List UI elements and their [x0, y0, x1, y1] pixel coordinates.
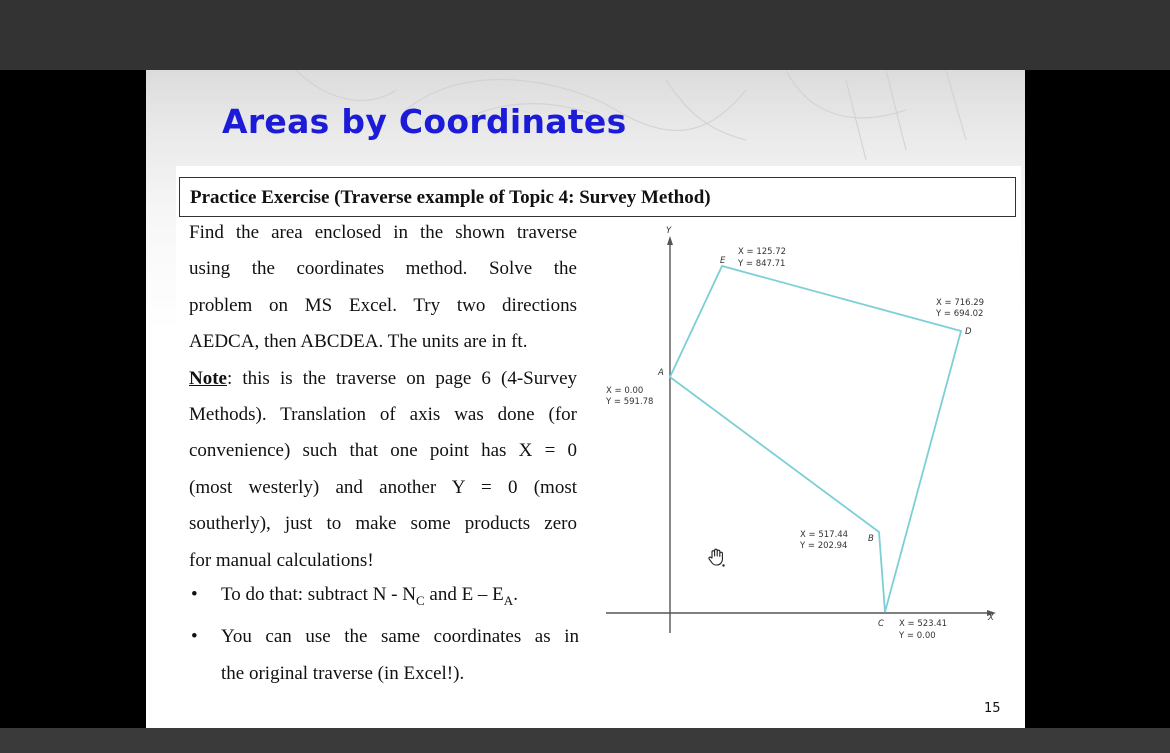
viewer-top-bar — [0, 0, 1170, 70]
slide-title: Areas by Coordinates — [222, 102, 627, 141]
exercise-heading: Practice Exercise (Traverse example of Topic 4: Survey Method) — [190, 187, 711, 208]
note-line — [189, 361, 577, 397]
bullet-item — [191, 577, 579, 619]
bullet-marker: • — [191, 626, 198, 648]
x-axis-label: X — [988, 613, 994, 623]
bullet-list — [191, 577, 579, 692]
point-a-x: X = 0.00 — [606, 386, 644, 396]
point-c-x: X = 523.41 — [899, 619, 948, 629]
y-axis-label: Y — [666, 226, 672, 236]
bullet-text: You can use the same coordinates as in — [221, 626, 579, 648]
note-line: southerly), just to make some products zero — [189, 513, 577, 535]
exercise-heading-box — [179, 177, 1016, 217]
description-line: Find the area enclosed in the shown traverse — [189, 222, 577, 243]
page-number: 15 — [984, 701, 1001, 716]
point-c-y: Y = 0.00 — [899, 631, 936, 641]
traverse-diagram — [586, 220, 1016, 650]
bullet-text: the original traverse (in Excel!). — [221, 662, 465, 684]
note-line: convenience) such that one point has X = 0 — [189, 440, 577, 462]
note-label: Note — [189, 367, 227, 389]
note-line: Methods). Translation of axis was done (for — [189, 404, 577, 426]
exercise-description — [189, 215, 577, 579]
description-line: problem on MS Excel. Try two directions — [189, 294, 577, 316]
note-line: (most westerly) and another Y = 0 (most — [189, 476, 577, 498]
point-b-y: Y = 202.94 — [800, 541, 848, 551]
point-e-y: Y = 847.71 — [738, 259, 786, 269]
note-text: : this is the traverse on page 6 (4-Survey — [226, 367, 577, 389]
point-a-label: A — [658, 368, 664, 378]
point-b-label: B — [868, 534, 874, 544]
description-line: using the coordinates method. Solve the — [189, 258, 577, 280]
viewer-bottom-bar — [0, 728, 1170, 753]
point-e-label: E — [720, 256, 726, 266]
presentation-slide — [146, 70, 1025, 728]
point-c-label: C — [878, 619, 884, 629]
point-b-x: X = 517.44 — [800, 530, 849, 540]
point-d-y: Y = 694.02 — [936, 309, 984, 319]
bullet-text: To do that: subtract N - $N_C$ and E – $E_A$. — [221, 584, 518, 608]
point-d-x: X = 716.29 — [936, 298, 985, 308]
hand-cursor-icon — [706, 546, 728, 568]
note-line: for manual calculations! — [189, 549, 374, 571]
point-a-y: Y = 591.78 — [606, 397, 654, 407]
point-e-x: X = 125.72 — [738, 247, 787, 257]
description-line: AEDCA, then ABCDEA. The units are in ft. — [189, 331, 528, 353]
bullet-marker: • — [191, 584, 198, 605]
bullet-item — [191, 619, 579, 692]
y-axis-arrow — [667, 236, 673, 245]
point-d-label: D — [965, 327, 972, 337]
